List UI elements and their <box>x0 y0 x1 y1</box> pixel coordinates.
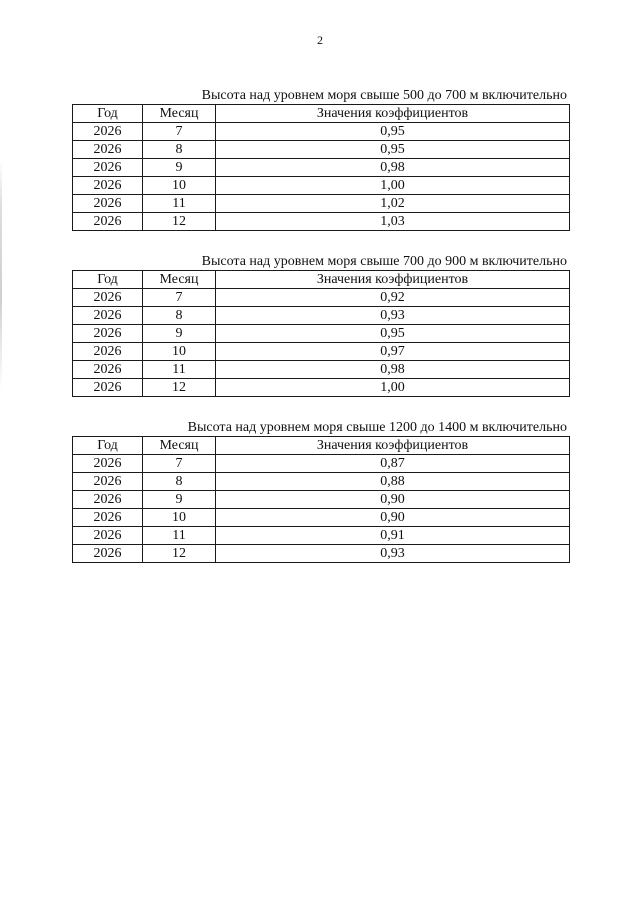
cell-value: 0,98 <box>216 361 570 379</box>
header-value: Значения коэффициентов <box>216 105 570 123</box>
cell-year: 2026 <box>73 325 143 343</box>
table-row <box>73 509 570 527</box>
cell-year: 2026 <box>73 195 143 213</box>
cell-month: 7 <box>143 455 216 473</box>
cell-value: 0,88 <box>216 473 570 491</box>
table-row <box>73 159 570 177</box>
cell-month: 7 <box>143 289 216 307</box>
cell-year: 2026 <box>73 545 143 563</box>
cell-month: 9 <box>143 491 216 509</box>
header-year: Год <box>73 271 143 289</box>
header-value: Значения коэффициентов <box>216 271 570 289</box>
table-row <box>73 177 570 195</box>
table-caption: Высота над уровнем моря свыше 500 до 700 м включительно <box>201 88 567 103</box>
cell-year: 2026 <box>73 491 143 509</box>
header-month: Месяц <box>143 271 216 289</box>
cell-year: 2026 <box>73 527 143 545</box>
cell-year: 2026 <box>73 141 143 159</box>
cell-value: 0,95 <box>216 325 570 343</box>
coefficient-section-500-700 <box>72 86 569 231</box>
cell-year: 2026 <box>73 177 143 195</box>
page-number: 2 <box>317 33 323 47</box>
coefficient-table <box>72 104 570 231</box>
cell-value: 0,90 <box>216 509 570 527</box>
table-header-row <box>73 105 570 123</box>
table-header-row <box>73 271 570 289</box>
cell-year: 2026 <box>73 289 143 307</box>
cell-month: 8 <box>143 307 216 325</box>
coefficient-section-1200-1400 <box>72 418 569 563</box>
coefficient-section-700-900 <box>72 252 569 397</box>
cell-value: 0,90 <box>216 491 570 509</box>
cell-value: 0,92 <box>216 289 570 307</box>
cell-value: 1,02 <box>216 195 570 213</box>
cell-year: 2026 <box>73 123 143 141</box>
cell-month: 11 <box>143 361 216 379</box>
cell-month: 10 <box>143 177 216 195</box>
cell-value: 0,97 <box>216 343 570 361</box>
cell-year: 2026 <box>73 455 143 473</box>
header-year: Год <box>73 437 143 455</box>
cell-value: 0,93 <box>216 545 570 563</box>
cell-value: 0,91 <box>216 527 570 545</box>
table-row <box>73 379 570 397</box>
table-row <box>73 491 570 509</box>
cell-month: 9 <box>143 159 216 177</box>
cell-value: 0,98 <box>216 159 570 177</box>
table-header-row <box>73 437 570 455</box>
cell-year: 2026 <box>73 307 143 325</box>
cell-month: 7 <box>143 123 216 141</box>
coefficient-table <box>72 436 570 563</box>
cell-month: 8 <box>143 141 216 159</box>
cell-value: 1,00 <box>216 177 570 195</box>
table-row <box>73 307 570 325</box>
table-row <box>73 325 570 343</box>
cell-month: 12 <box>143 213 216 231</box>
cell-month: 12 <box>143 379 216 397</box>
table-row <box>73 141 570 159</box>
cell-value: 0,95 <box>216 141 570 159</box>
cell-value: 1,00 <box>216 379 570 397</box>
cell-month: 10 <box>143 343 216 361</box>
cell-value: 0,93 <box>216 307 570 325</box>
header-month: Месяц <box>143 105 216 123</box>
cell-month: 12 <box>143 545 216 563</box>
cell-year: 2026 <box>73 509 143 527</box>
header-value: Значения коэффициентов <box>216 437 570 455</box>
cell-year: 2026 <box>73 213 143 231</box>
table-row <box>73 343 570 361</box>
cell-month: 8 <box>143 473 216 491</box>
table-row <box>73 195 570 213</box>
table-row <box>73 361 570 379</box>
table-row <box>73 289 570 307</box>
table-row <box>73 455 570 473</box>
table-row <box>73 545 570 563</box>
table-row <box>73 213 570 231</box>
cell-year: 2026 <box>73 361 143 379</box>
cell-month: 9 <box>143 325 216 343</box>
cell-month: 10 <box>143 509 216 527</box>
table-row <box>73 473 570 491</box>
cell-month: 11 <box>143 527 216 545</box>
cell-year: 2026 <box>73 473 143 491</box>
cell-month: 11 <box>143 195 216 213</box>
cell-value: 0,87 <box>216 455 570 473</box>
header-year: Год <box>73 105 143 123</box>
cell-year: 2026 <box>73 343 143 361</box>
cell-value: 1,03 <box>216 213 570 231</box>
scan-edge-mark <box>0 160 2 390</box>
cell-value: 0,95 <box>216 123 570 141</box>
table-caption: Высота над уровнем моря свыше 1200 до 1400 м включительно <box>187 420 567 435</box>
coefficient-table <box>72 270 570 397</box>
cell-year: 2026 <box>73 379 143 397</box>
cell-year: 2026 <box>73 159 143 177</box>
header-month: Месяц <box>143 437 216 455</box>
table-row <box>73 527 570 545</box>
table-row <box>73 123 570 141</box>
table-caption: Высота над уровнем моря свыше 700 до 900 м включительно <box>201 254 567 269</box>
